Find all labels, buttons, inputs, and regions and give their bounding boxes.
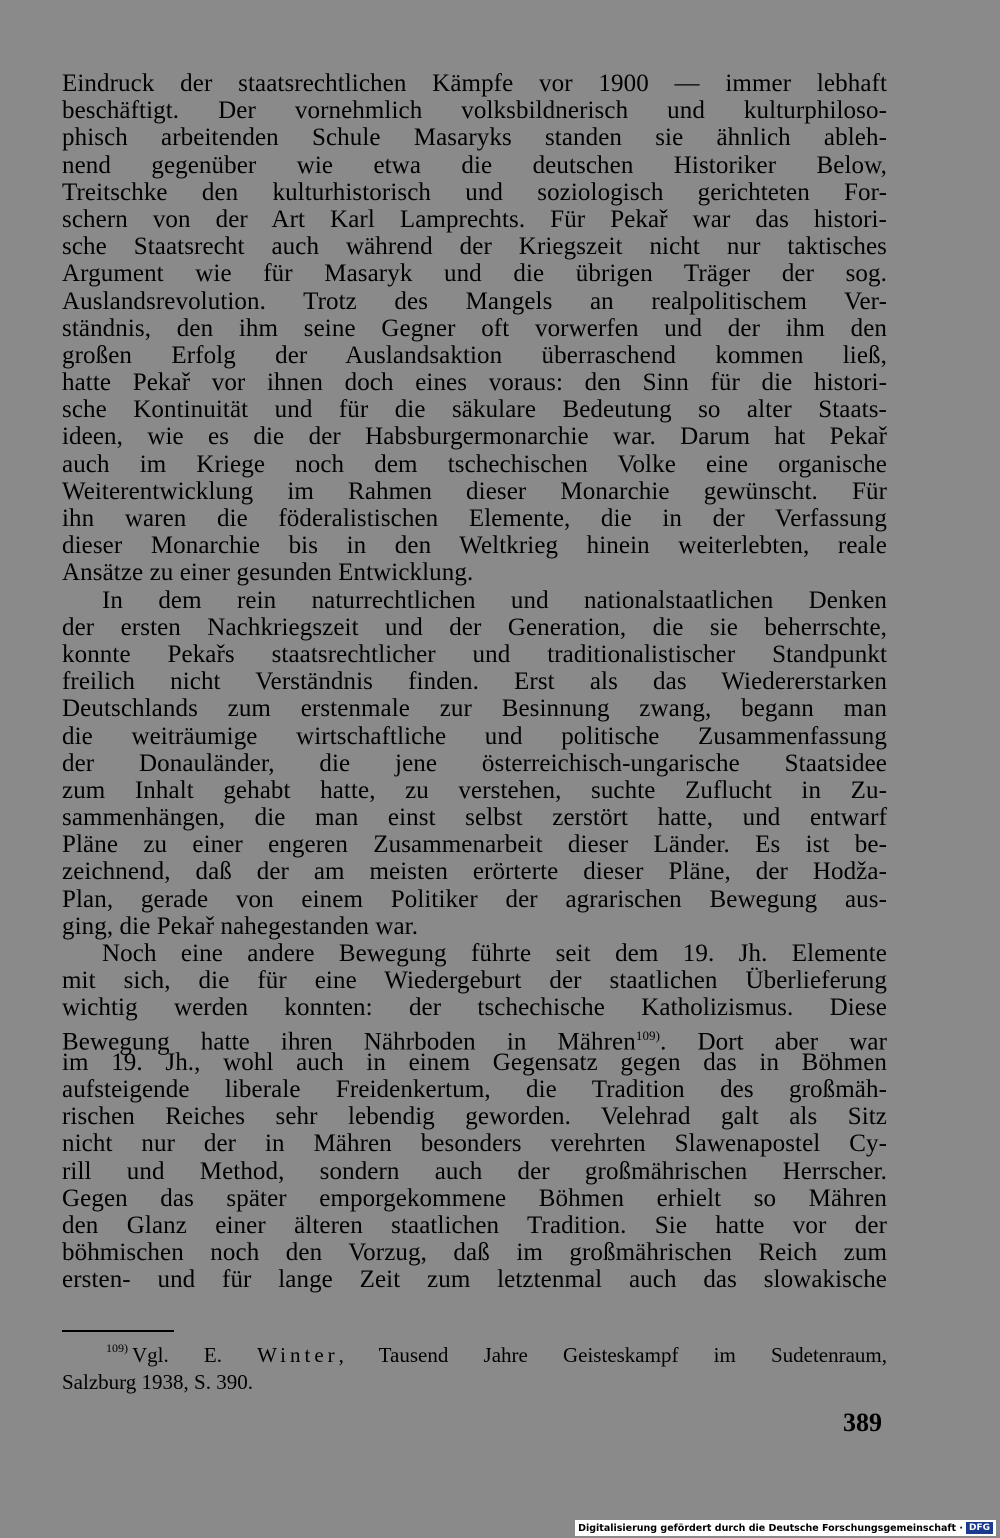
text-line: rischen Reiches sehr lebendig geworden. Velehrad galt als Sitz (62, 1103, 887, 1131)
text-line: im 19. Jh., wohl auch in einem Gegensatz gegen das in Böhmen (62, 1048, 887, 1076)
footnote-line: Salzburg 1938, S. 390. (62, 1370, 253, 1394)
text-line: auch im Kriege noch dem tschechischen Volke eine organische (62, 450, 887, 478)
text-line: mit sich, die für eine Wiedergeburt der staatlichen Überlieferung (62, 967, 887, 995)
text-line: konnte Pekařs staatsrechtlicher und traditionalistischer Standpunkt (62, 640, 887, 668)
paragraph-start-line: Noch eine andere Bewegung führte seit dem 19. Jh. Elemente (102, 940, 887, 967)
text-line: wichtig werden konnten: der tschechische Katholizismus. Diese (62, 994, 887, 1022)
text-line: die weiträumige wirtschaftliche und politische Zusammenfassung (62, 722, 887, 750)
text-line: ging, die Pekař nahegestanden war. (62, 912, 419, 940)
text-line: böhmischen noch den Vorzug, daß im großmährischen Reich zum (62, 1239, 887, 1267)
text-line: Auslandsrevolution. Trotz des Mangels an realpolitischem Ver- (62, 287, 887, 315)
text-line: rill und Method, sondern auch der großmährischen Herrscher. (62, 1157, 887, 1185)
text-line: ersten- und für lange Zeit zum letztenmal auch das slowakische (62, 1266, 887, 1294)
body-text (62, 70, 887, 1293)
footnote-text-after: , Tausend Jahre Geisteskampf im Sudetenraum, (338, 1343, 888, 1367)
dfg-logo[interactable]: DFG (966, 1522, 993, 1534)
page-number: 389 (843, 1408, 882, 1437)
footnote-line (62, 1342, 887, 1369)
text-line: Pläne zu einer engeren Zusammenarbeit dieser Länder. Es ist be- (62, 831, 887, 859)
text-line: Treitschke den kulturhistorisch und soziologisch gerichteten For- (62, 178, 887, 206)
text-line: Deutschlands zum erstenmale zur Besinnung zwang, begann man (62, 695, 887, 723)
text-line: Ansätze zu einer gesunden Entwicklung. (62, 559, 474, 587)
text-line: aufsteigende liberale Freidenkertum, die Tradition des großmäh- (62, 1075, 887, 1103)
text-line: freilich nicht Verständnis finden. Erst als das Wiedererstarken (62, 668, 887, 696)
text-line: dieser Monarchie bis in den Weltkrieg hinein weiterlebten, reale (62, 532, 887, 560)
footnote-text-before: Vgl. E. (132, 1343, 222, 1367)
digitization-notice-bar (575, 1520, 996, 1536)
text-line: Eindruck der staatsrechtlichen Kämpfe vor 1900 — immer lebhaft (62, 70, 887, 97)
line-text-rest: . Dort aber war (660, 1027, 887, 1055)
footnote (62, 1342, 887, 1396)
footnote-marker: 109) (106, 1341, 128, 1355)
footnote-divider (62, 1330, 174, 1332)
text-line: Plan, gerade von einem Politiker der agrarischen Bewegung aus- (62, 885, 887, 913)
text-line: phisch arbeitenden Schule Masaryks standen sie ähnlich ableh- (62, 124, 887, 152)
text-line: zum Inhalt gehabt hatte, zu verstehen, suchte Zuflucht in Zu- (62, 776, 887, 804)
footnote-reference[interactable]: 109) (635, 1027, 661, 1043)
text-line: nicht nur der in Mähren besonders verehrten Slawenapostel Cy- (62, 1130, 887, 1158)
text-line: Argument wie für Masaryk und die übrigen Träger der sog. (62, 260, 887, 288)
text-line: ständnis, den ihm seine Gegner oft vorwerfen und der ihm den (62, 314, 887, 342)
text-line: sammenhängen, die man einst selbst zerstört hatte, und entwarf (62, 804, 887, 832)
digitization-notice: Digitalisierung gefördert durch die Deutsche Forschungsgemeinschaft · (578, 1522, 963, 1534)
line-text: Bewegung hatte ihren Nährboden in Mähren (62, 1027, 636, 1055)
text-line: der ersten Nachkriegszeit und der Generation, die sie beherrschte, (62, 613, 887, 641)
text-line: ihn waren die föderalistischen Elemente, die in der Verfassung (62, 505, 887, 532)
text-line: hatte Pekař vor ihnen doch eines voraus: den Sinn für die histori- (62, 369, 887, 397)
text-line: sche Kontinuität und für die säkulare Bedeutung so alter Staats- (62, 396, 887, 424)
text-line: nend gegenüber wie etwa die deutschen Historiker Below, (62, 151, 887, 179)
text-line: beschäftigt. Der vornehmlich volksbildnerisch und kulturphiloso- (62, 97, 887, 125)
text-line: Weiterentwicklung im Rahmen dieser Monarchie gewünscht. Für (62, 477, 887, 505)
paragraph-start-line: In dem rein naturrechtlichen und nationalstaatlichen Denken (102, 586, 887, 614)
footnote-author: Winter (257, 1343, 339, 1367)
text-line: Gegen das später emporgekommene Böhmen erhielt so Mähren (62, 1184, 887, 1212)
text-line: den Glanz einer älteren staatlichen Tradition. Sie hatte vor der (62, 1211, 887, 1239)
text-line: großen Erfolg der Auslandsaktion überraschend kommen ließ, (62, 341, 887, 369)
text-line: ideen, wie es die der Habsburgermonarchie war. Darum hat Pekař (62, 423, 887, 451)
text-line-with-footnote-ref (62, 1022, 887, 1055)
text-line: zeichnend, daß der am meisten erörterte dieser Pläne, der Hodža- (62, 858, 887, 886)
text-line: sche Staatsrecht auch während der Kriegszeit nicht nur taktisches (62, 233, 887, 261)
text-line: schern von der Art Karl Lamprechts. Für Pekař war das histori- (62, 205, 887, 233)
text-line: der Donauländer, die jene österreichisch-ungarische Staatsidee (62, 749, 887, 777)
